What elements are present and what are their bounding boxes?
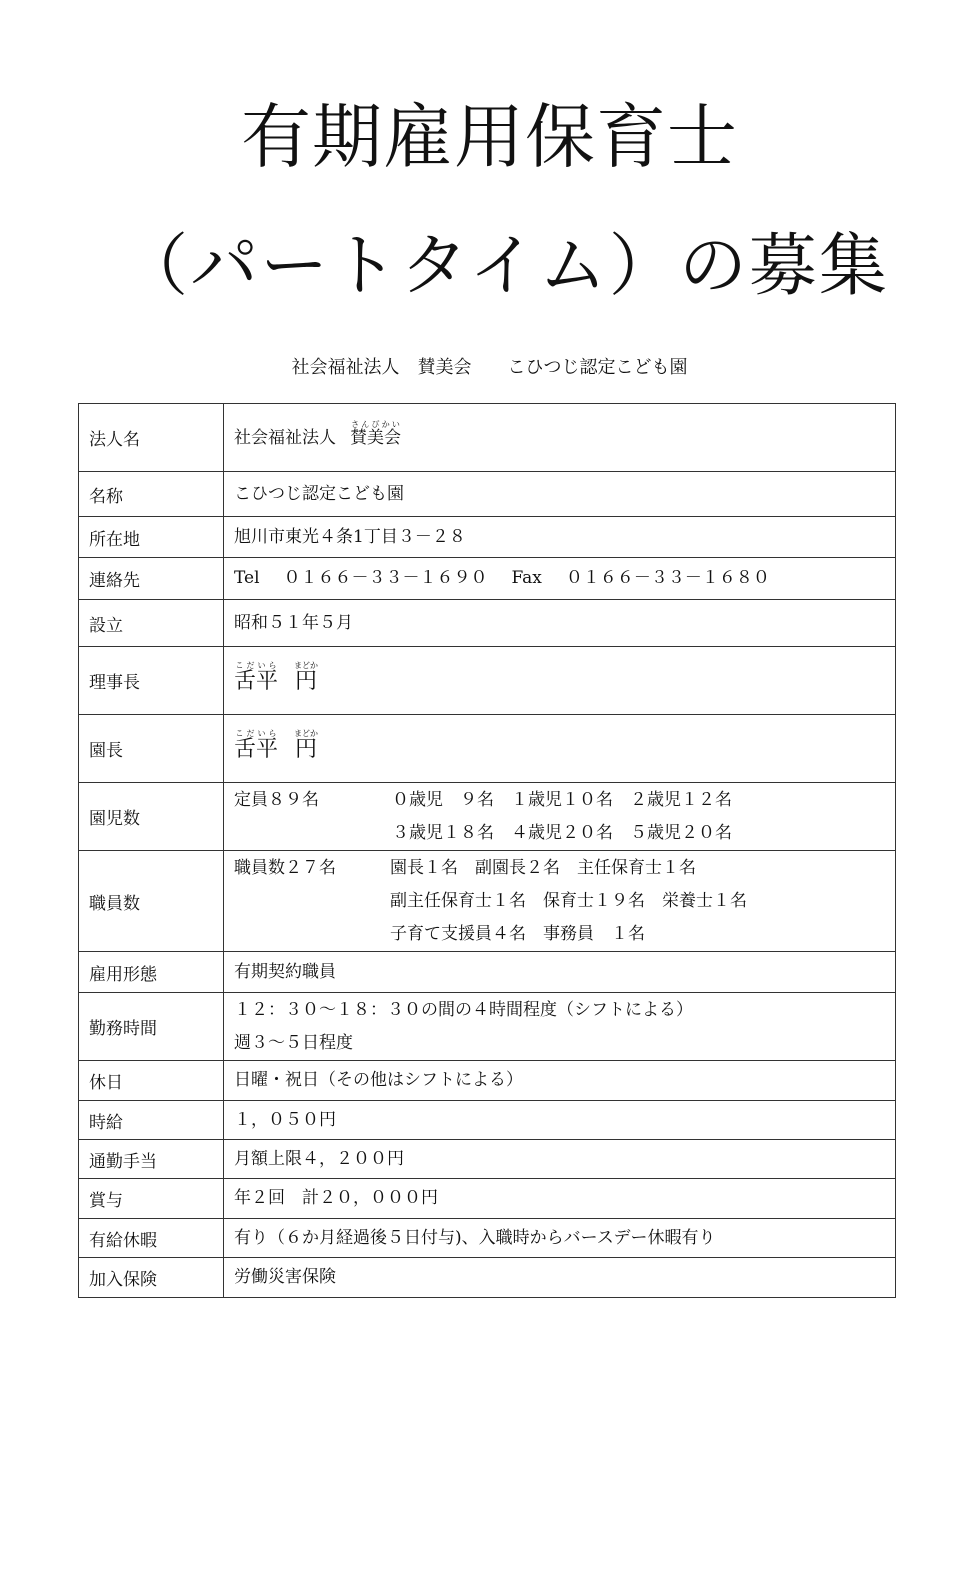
row-label: 時給: [79, 1101, 224, 1140]
chairman-surname: 舌平こだいら: [234, 661, 279, 694]
table-row: [79, 952, 896, 993]
staff-line2: 副主任保育士１名 保育士１９名 栄養士１名: [390, 890, 747, 911]
row-value: １，０５０円: [224, 1101, 896, 1140]
row-value: [224, 404, 896, 472]
children-ages-line2: ３歳児１８名 ４歳児２０名 ５歳児２０名: [392, 822, 732, 843]
row-label: 職員数: [79, 851, 224, 952]
staff-line3: 子育て支援員４名 事務員 １名: [390, 923, 645, 944]
table-row: [79, 1219, 896, 1258]
row-label: 理事長: [79, 647, 224, 715]
table-row: [79, 1101, 896, 1140]
row-value: 日曜・祝日（その他はシフトによる）: [224, 1061, 896, 1101]
table-row: [79, 517, 896, 558]
table-row: [79, 1140, 896, 1179]
row-value: [224, 715, 896, 783]
table-row: [79, 558, 896, 600]
staff-total: 職員数２７名: [234, 857, 336, 878]
principal-surname: 舌平こだいら: [234, 729, 279, 762]
row-label: 通勤手当: [79, 1140, 224, 1179]
row-value: 昭和５１年５月: [224, 600, 896, 647]
page-title: 有期雇用保育士: [241, 96, 738, 178]
row-label: 有給休暇: [79, 1219, 224, 1258]
row-label: 設立: [79, 600, 224, 647]
row-label: 雇用形態: [79, 952, 224, 993]
staff-line1: 園長１名 副園長２名 主任保育士１名: [390, 857, 696, 878]
table-row: [79, 715, 896, 783]
chairman-given-name: 円まどか: [294, 661, 319, 694]
table-row: [79, 404, 896, 472]
table-row: [79, 851, 896, 952]
organization-line: [0, 355, 979, 381]
table-row: [79, 1179, 896, 1219]
row-label: 園児数: [79, 783, 224, 851]
table-row: [79, 472, 896, 517]
table-row: [79, 783, 896, 851]
recruitment-info-table: [78, 403, 896, 1298]
row-label: 賞与: [79, 1179, 224, 1219]
table-row: [79, 647, 896, 715]
principal-given-name: 円まどか: [294, 729, 319, 762]
corp-name: 賛美会さんびかい: [350, 420, 401, 448]
tel-label: Tel: [234, 568, 260, 588]
row-label: 所在地: [79, 517, 224, 558]
row-value: [224, 993, 896, 1061]
organization-school: こひつじ認定こども園: [507, 357, 688, 378]
table-row: [79, 600, 896, 647]
hours-line1: １２：３０～１８：３０の間の４時間程度（シフトによる）: [234, 999, 693, 1020]
row-label: 加入保険: [79, 1258, 224, 1298]
row-value: 有り（６か月経過後５日付与)、入職時からバースデー休暇有り: [224, 1219, 896, 1258]
row-value: 有期契約職員: [224, 952, 896, 993]
row-label: 法人名: [79, 404, 224, 472]
row-value: [224, 783, 896, 851]
organization-corp: 社会福祉法人 賛美会: [291, 357, 472, 378]
row-value: [224, 647, 896, 715]
row-value: 労働災害保険: [224, 1258, 896, 1298]
tel-number: ０１６６－３３－１６９０: [283, 568, 488, 588]
children-capacity: 定員８９名: [234, 789, 319, 810]
row-value: こひつじ認定こども園: [224, 472, 896, 517]
row-value: [224, 558, 896, 600]
row-label: 園長: [79, 715, 224, 783]
row-value: 年２回 計２０，０００円: [224, 1179, 896, 1219]
hours-line2: 週３～５日程度: [234, 1032, 353, 1053]
row-label: 名称: [79, 472, 224, 517]
page-subtitle-heading: （パートタイム）の募集: [120, 227, 889, 306]
row-label: 勤務時間: [79, 993, 224, 1061]
fax-number: ０１６６－３３－１６８０: [565, 568, 770, 588]
fax-label: Fax: [511, 568, 542, 588]
corp-name-reading: さんびかい: [350, 420, 401, 429]
row-value: 旭川市東光４条1丁目３－２８: [224, 517, 896, 558]
corp-prefix: 社会福祉法人: [234, 428, 336, 448]
children-ages-line1: ０歳児 ９名 １歳児１０名 ２歳児１２名: [392, 789, 732, 810]
row-value: 月額上限４，２００円: [224, 1140, 896, 1179]
row-value: [224, 851, 896, 952]
table-row: [79, 1061, 896, 1101]
table-row: [79, 1258, 896, 1298]
row-label: 連絡先: [79, 558, 224, 600]
row-label: 休日: [79, 1061, 224, 1101]
table-row: [79, 993, 896, 1061]
